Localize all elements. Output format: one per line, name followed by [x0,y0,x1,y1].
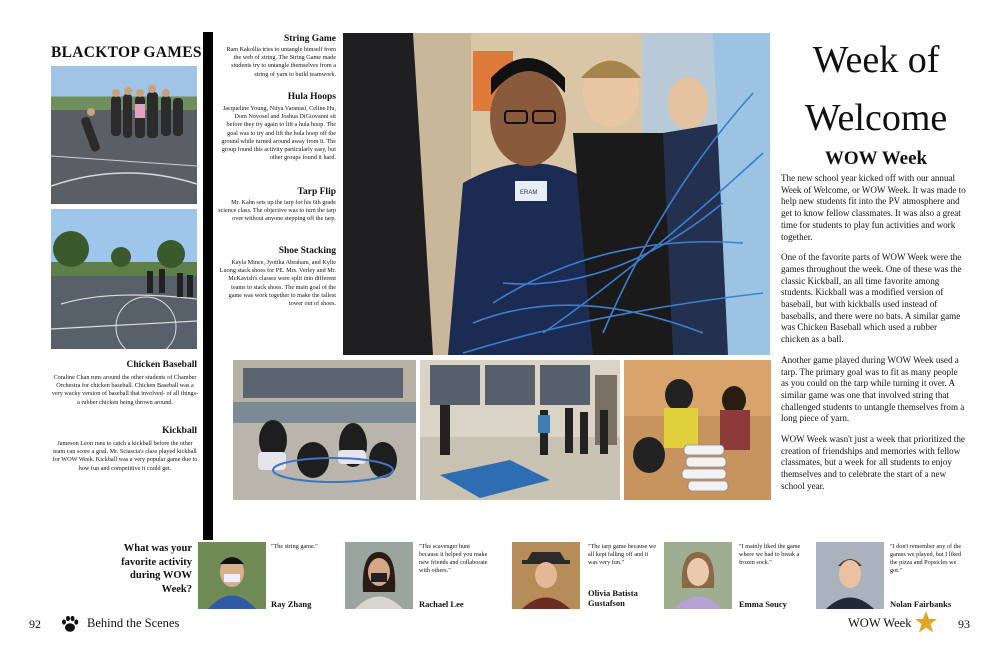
survey-question: What was your favorite activity during WOW Week? [121,543,192,595]
photo-shoe-stacking [624,360,771,500]
article-paragraph-4: WOW Week wasn't just a week that prioritized the creation of friendships and memories with fellow classmates, but a week for all students to enjoy themselves and to celebrate the start of a new school year. [781,434,965,491]
caption-chicken-baseball: Coraline Chan runs around the other students of Chamber Orchestra for chicken baseball. Chicken Baseball was a very wacky version of baseball that involved- of all things- a rubber chicken being thrown around. [51,374,199,406]
page-subtitle: WOW Week [824,148,928,169]
name-olivia-batista-gustafson: Olivia Batista Gustafson [588,588,638,608]
name-tag-text: ERAM [520,190,538,196]
page-title-line1: Week of [812,39,940,81]
photo-hula-hoops [233,360,416,500]
photo-tarp-flip [420,360,620,500]
main-photo-string-game [343,33,770,355]
page-number-left: 92 [29,617,41,631]
name-nolan-fairbanks: Nolan Fairbanks [890,599,952,609]
caption-hula-hoops: Jacqueline Young, Nitya Varanasi, Celine Hu, Dom Novosel and Joshua DiGiovanni sit before they try again to lift a hula hoop. The goal was to try and lift the hula hoop off the ground while turned around away from it. The group found this activity particularly easy, but other groups found it hard. [221,105,336,162]
blacktop-photo-chicken-baseball [51,66,197,204]
caption-title-hula-hoops: Hula Hoops [287,92,336,102]
name-ray-zhang: Ray Zhang [271,599,312,609]
paw-icon [60,614,80,634]
caption-title-kickball: Kickball [162,426,197,436]
footer-label-left: Behind the Scenes [87,616,180,630]
article-body [781,173,967,502]
caption-tarp-flip: Mr. Kahn sets up the tarp for his 6th grade science class. The objective was to turn the tarp over without anyone stepping off the tarp. [218,199,336,223]
quote-emma-soucy: "I mainly liked the game where we had to break a frozen sock." [739,543,801,566]
quote-olivia-batista-gustafson: "The tarp game because we all kept falling off and it was very fun." [588,543,657,566]
portrait-emma-soucy [664,542,732,609]
caption-string-game: Ram Kakollia tries to untangle himself from the web of string. The String Game made students try to untangle themselves from a string of yarn to build teamwork. [226,46,336,78]
portrait-rachael-lee [345,542,413,609]
caption-kickball: Jameson Leon runs to catch a kickball before the other team can score a goal. Mr. Sciascia's class played kickball for WOW Week. Kickball was a very popular game due to how fun and competitive it could get. [52,440,198,472]
quote-rachael-lee: "The scavenger hunt because it helped you make new friends and collaborate with others." [419,543,488,574]
article-paragraph-2: One of the favorite parts of WOW Week were the games throughout the week. One of these was the classic Kickball, an all time favorite among students. Kickball was a modified version of baseball, but with kickballs used instead of baseballs, and there were no bats. A similar game was Chicken Baseball which used a rubber chicken as a ball. [781,252,962,345]
caption-title-string-game: String Game [284,34,336,44]
caption-shoe-stacking: Kayla Mince, Jyotika Abraham, and Kylie Luong stack shoes for PE. Mrs. Verley and Mr. McKavish's classes were split into different teams to stack shoes. The main goal of the game was work together to make the tallest tower out of shoes. [219,259,336,308]
quote-ray-zhang: "The string game." [271,543,318,550]
section-title: BLACKTOP GAMES [51,44,202,61]
portrait-nolan-fairbanks [816,542,884,609]
caption-title-tarp-flip: Tarp Flip [297,187,336,197]
black-divider-bar [203,32,213,540]
blacktop-photo-kickball [51,209,197,349]
portrait-ray-zhang [198,542,266,609]
star-icon [914,610,938,634]
name-emma-soucy: Emma Soucy [739,599,787,609]
footer-label-right: WOW Week [848,616,912,630]
portrait-olivia-batista-gustafson [512,542,580,609]
article-paragraph-3: Another game played during WOW Week used a tarp. The primary goal was to fit as many people as you could on the tarp while turning it over. A similar game was one that involved string that challenged students to untangle themselves from a long piece of yarn. [781,354,965,424]
name-rachael-lee: Rachael Lee [419,599,464,609]
quote-nolan-fairbanks: "I don't remember any of the games we played, but I liked the pizza and Popsicles we got." [890,543,962,574]
page-number-right: 93 [958,617,970,631]
page-title-line2: Welcome [804,97,948,139]
caption-title-shoe-stacking: Shoe Stacking [278,246,336,256]
article-paragraph-1: The new school year kicked off with our annual Week of Welcome, or WOW Week. It was made to help new students fit into the PV atmosphere and get to know fellow classmates. It was also a great time for students to play fun activities and work together. [781,173,966,242]
caption-title-chicken-baseball: Chicken Baseball [126,360,197,370]
